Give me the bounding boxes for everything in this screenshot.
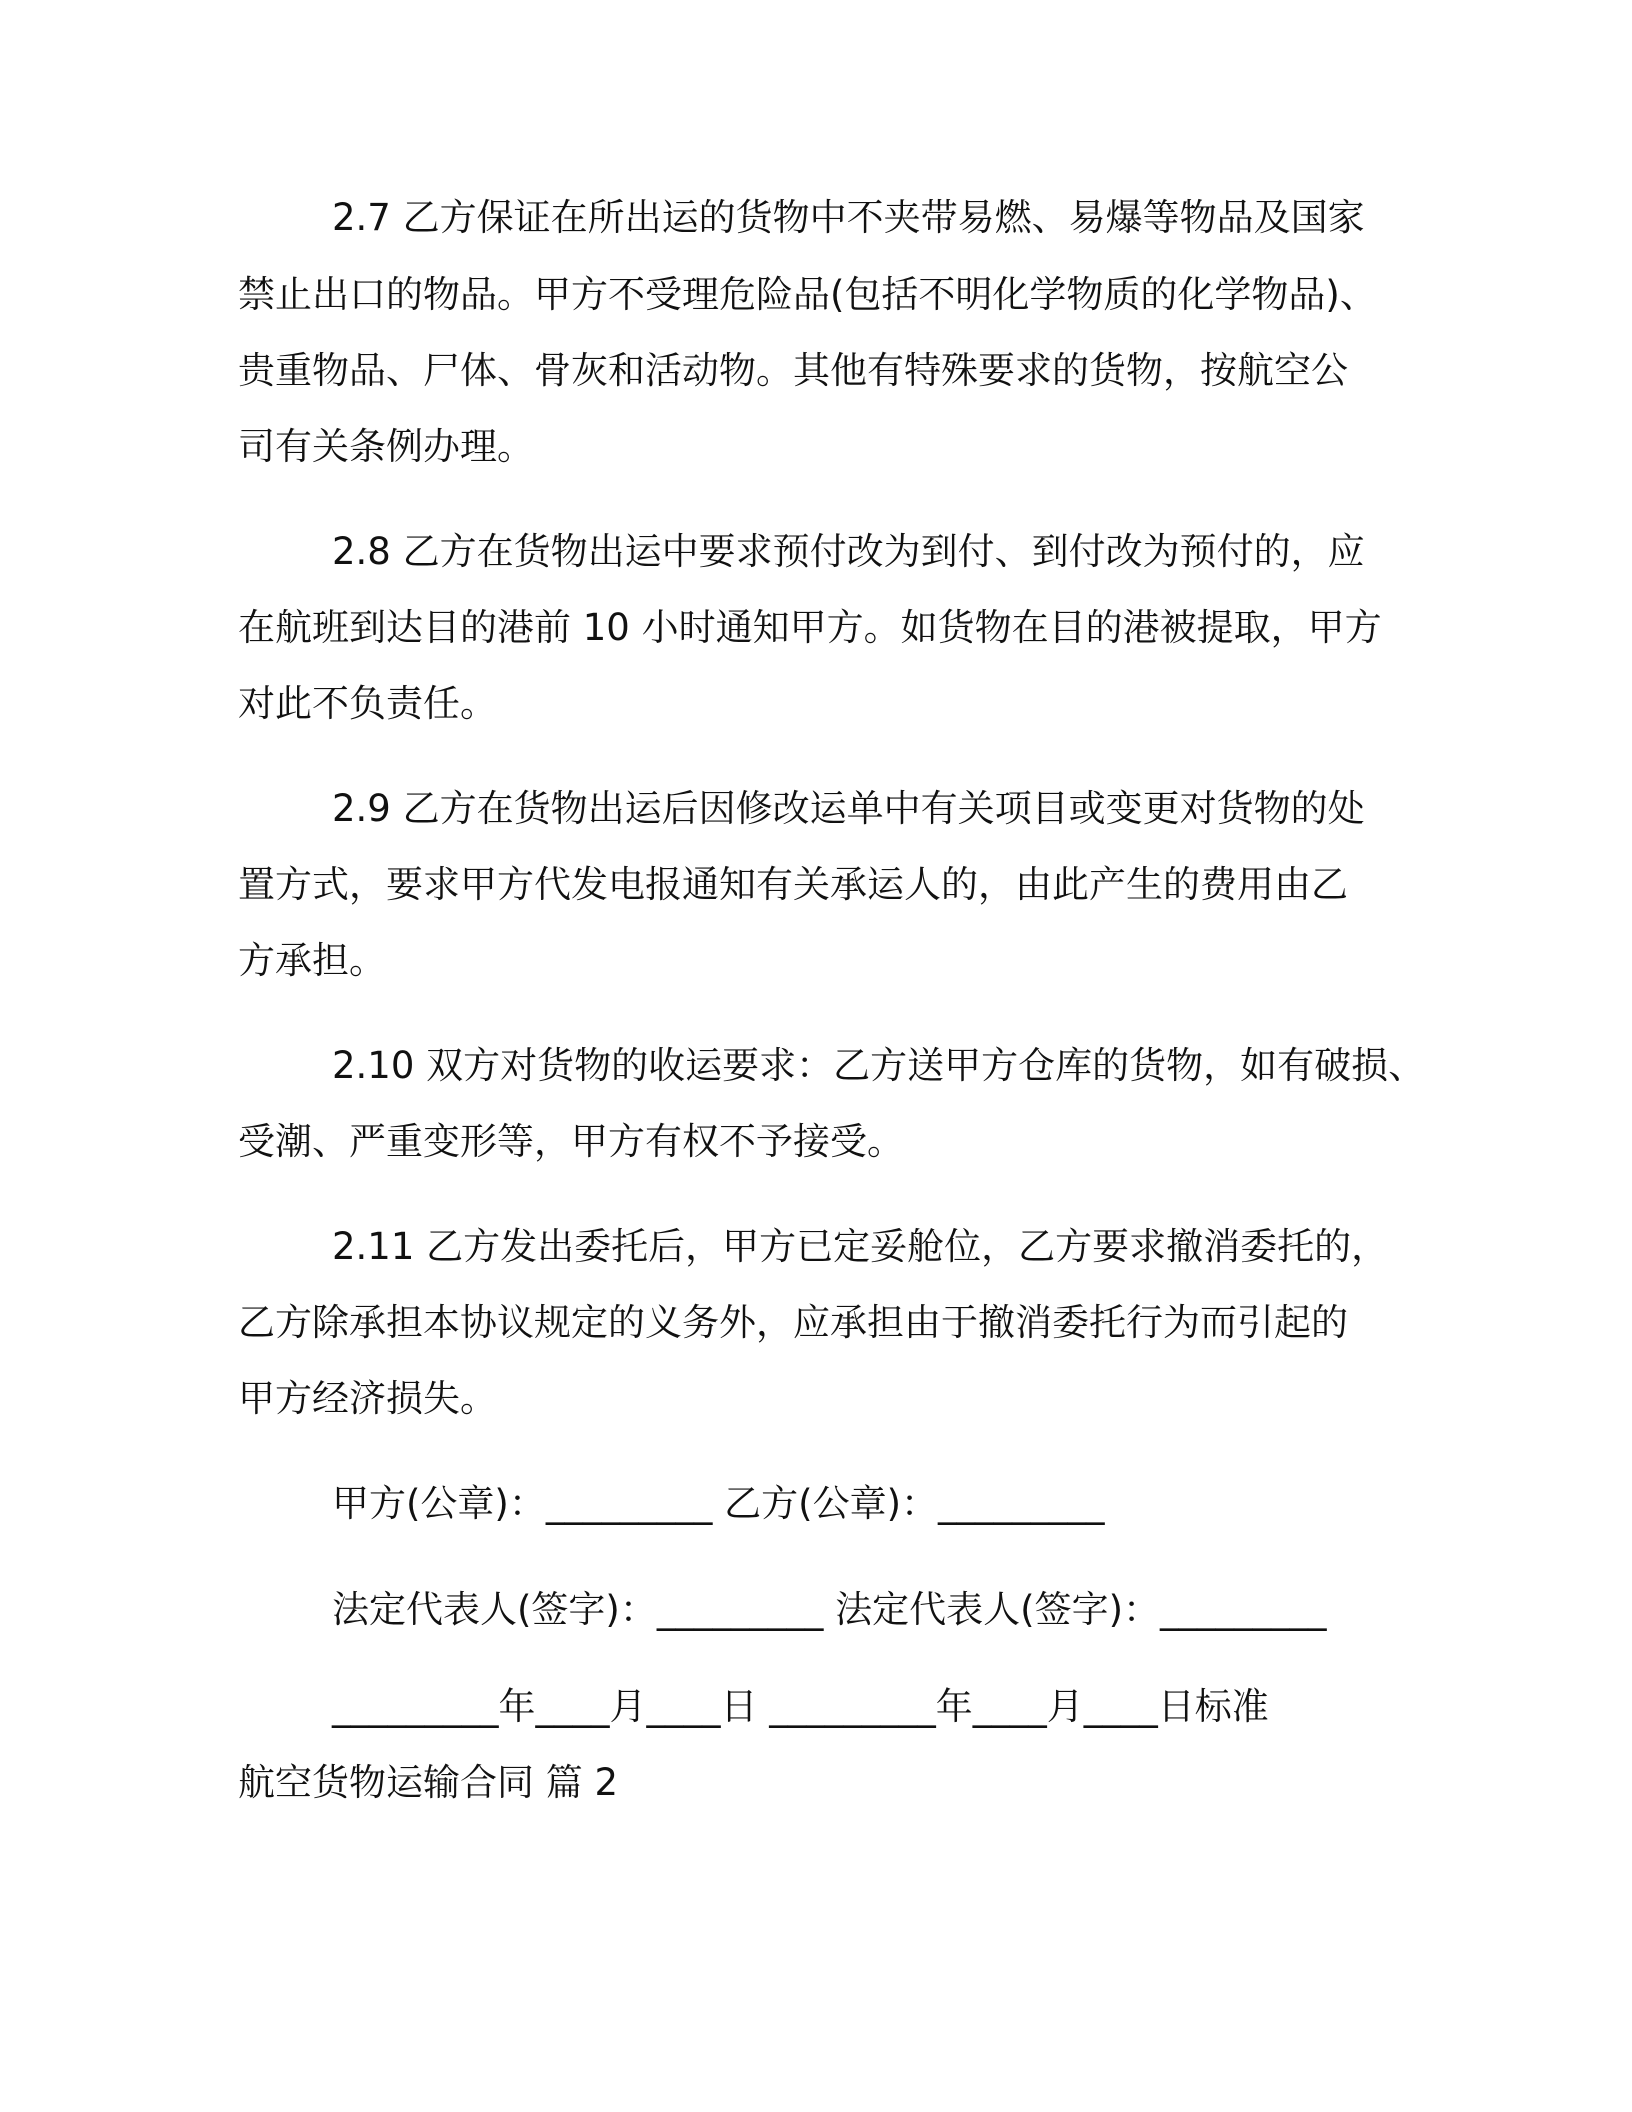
clause-2-9-line-2: 置方式，要求甲方代发电报通知有关承运人的，由此产生的费用由乙	[238, 863, 1348, 906]
clause-2-10-line-1: 2.10 双方对货物的收运要求：乙方送甲方仓库的货物，如有破损、	[332, 1044, 1426, 1087]
seal-line: 甲方(公章)：_________ 乙方(公章)：_________	[332, 1482, 1105, 1525]
clause-2-11-line-2: 乙方除承担本协议规定的义务外，应承担由于撤消委托行为而引起的	[238, 1301, 1348, 1344]
section-title: 航空货物运输合同 篇 2	[238, 1761, 619, 1804]
clause-2-11-line-1: 2.11 乙方发出委托后，甲方已定妥舱位，乙方要求撤消委托的，	[332, 1225, 1389, 1268]
clause-2-9-line-3: 方承担。	[238, 939, 386, 982]
clause-2-11-line-3: 甲方经济损失。	[238, 1377, 497, 1420]
date-line: _________年____月____日 _________年____月____日标准	[332, 1685, 1269, 1728]
clause-2-9-line-1: 2.9 乙方在货物出运后因修改运单中有关项目或变更对货物的处	[332, 787, 1365, 830]
clause-2-10-line-2: 受潮、严重变形等，甲方有权不予接受。	[238, 1120, 904, 1163]
clause-2-8-line-3: 对此不负责任。	[238, 682, 497, 725]
clause-2-7-line-2: 禁止出口的物品。甲方不受理危险品(包括不明化学物质的化学物品)、	[238, 273, 1377, 316]
clause-2-7-line-4: 司有关条例办理。	[238, 425, 534, 468]
clause-2-8-line-2: 在航班到达目的港前 10 小时通知甲方。如货物在目的港被提取，甲方	[238, 606, 1382, 649]
clause-2-7-line-3: 贵重物品、尸体、骨灰和活动物。其他有特殊要求的货物，按航空公	[238, 349, 1348, 392]
signature-line: 法定代表人(签字)：_________ 法定代表人(签字)：_________	[332, 1588, 1327, 1631]
clause-2-8-line-1: 2.8 乙方在货物出运中要求预付改为到付、到付改为预付的，应	[332, 530, 1365, 573]
clause-2-7-line-1: 2.7 乙方保证在所出运的货物中不夹带易燃、易爆等物品及国家	[332, 196, 1365, 239]
